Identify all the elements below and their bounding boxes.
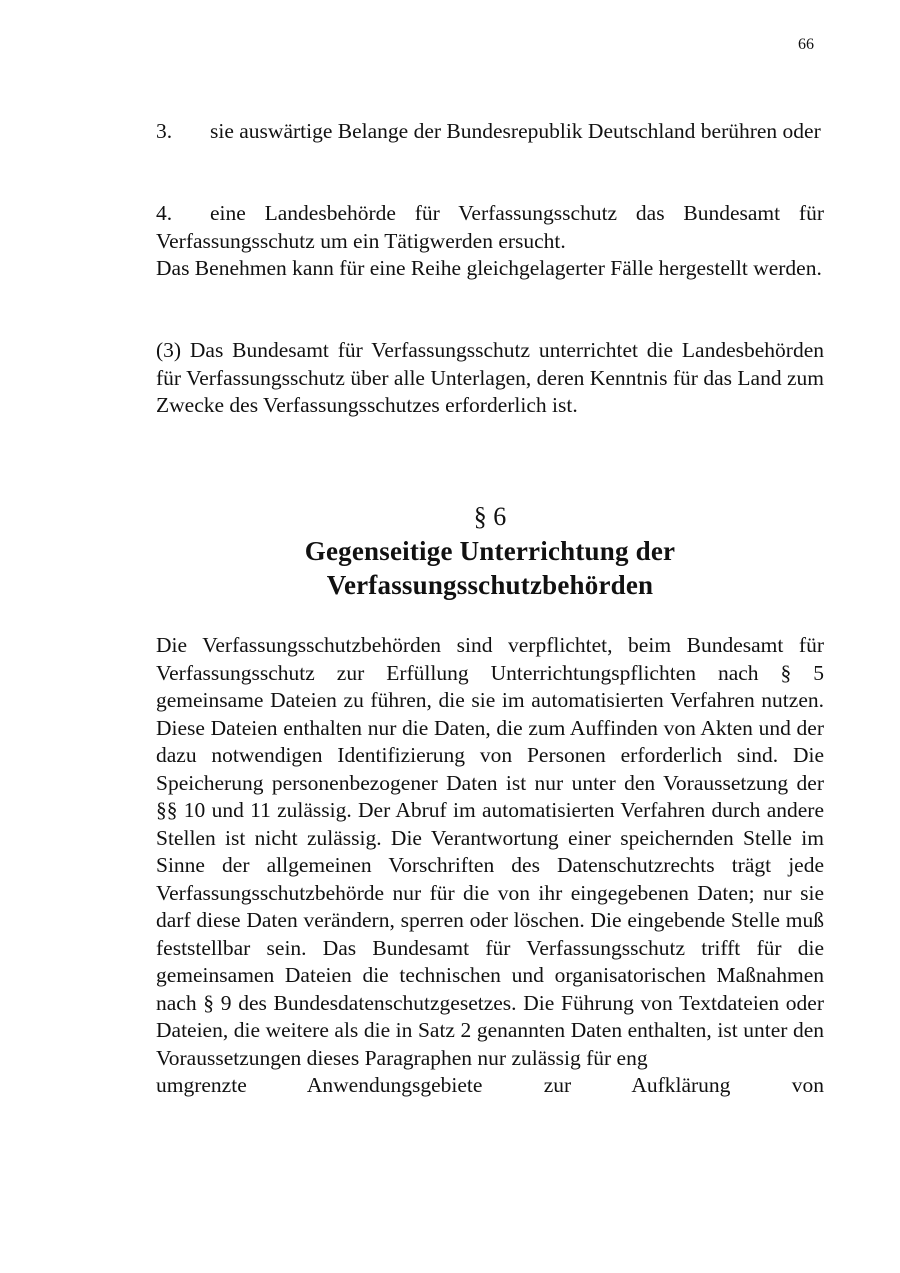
section-number: § 6 bbox=[473, 502, 507, 531]
body-paragraph bbox=[156, 632, 824, 1100]
page-number: 66 bbox=[798, 36, 814, 53]
section-heading bbox=[156, 500, 824, 602]
list-item-text: eine Landesbehörde für Verfassungsschutz das Bundesamt für Verfassungsschutz um ein Tätigwerden ersucht. bbox=[156, 201, 824, 253]
section-title-line-1: Gegenseitige Unterrichtung der bbox=[304, 536, 676, 566]
note-paragraph: Das Benehmen kann für eine Reihe gleichgelagerter Fälle hergestellt werden. bbox=[156, 256, 822, 280]
list-item-number: 4. bbox=[156, 201, 173, 225]
subsection-3-paragraph: (3) Das Bundesamt für Verfassungsschutz unterrichtet die Landesbehörden für Verfassungsschutz über alle Unterlagen, deren Kenntnis für das Land zum Zwecke des Verfassungsschutzes erforderlich ist. bbox=[156, 338, 824, 417]
body-text: Die Verfassungsschutzbehörden sind verpflichtet, beim Bundesamt für Verfassungsschutz zur Erfüllung Unterrichtungspflichten nach § 5 gemeinsame Dateien zu führen, die sie im automatisierten Verfahren nutzen. Diese Dateien enthalten nur die Daten, die zum Auffinden von Akten und der dazu notwendigen Identifizierung von Personen erforderlich sind. Die Speicherung personenbezogener Daten ist nur unter den Voraussetzung der §§ 10 und 11 zulässig. Der Abruf im automatisierten Verfahren durch andere Stellen ist nicht zulässig. Die Verantwortung einer speichernden Stelle im Sinne der allgemeinen Vorschriften des Datenschutzrechts trägt jede Verfassungsschutzbehörde nur für die von ihr eingegebenen Daten; nur sie darf diese Daten verändern, sperren oder löschen. Die eingebende Stelle muß feststellbar sein. Das Bundesamt für Verfassungsschutz trifft für die gemeinsamen Dateien die technischen und organisatorischen Maßnahmen nach § 9 des Bundesdatenschutzgesetzes. Die Führung von Textdateien oder Dateien, die weitere als die in Satz 2 genannten Daten enthalten, ist unter den Voraussetzungen dieses Paragraphen nur zulässig für eng bbox=[156, 633, 824, 1070]
list-item-text: sie auswärtige Belange der Bundesrepublik Deutschland berühren oder bbox=[210, 119, 821, 143]
body-last-line: umgrenzte Anwendungsgebiete zur Aufklärung von bbox=[156, 1073, 824, 1097]
section-title-line-2: Verfassungsschutzbehörden bbox=[326, 570, 654, 600]
list-item-3 bbox=[156, 118, 824, 146]
list-item-4 bbox=[156, 200, 824, 255]
list-item-number: 3. bbox=[156, 119, 173, 143]
